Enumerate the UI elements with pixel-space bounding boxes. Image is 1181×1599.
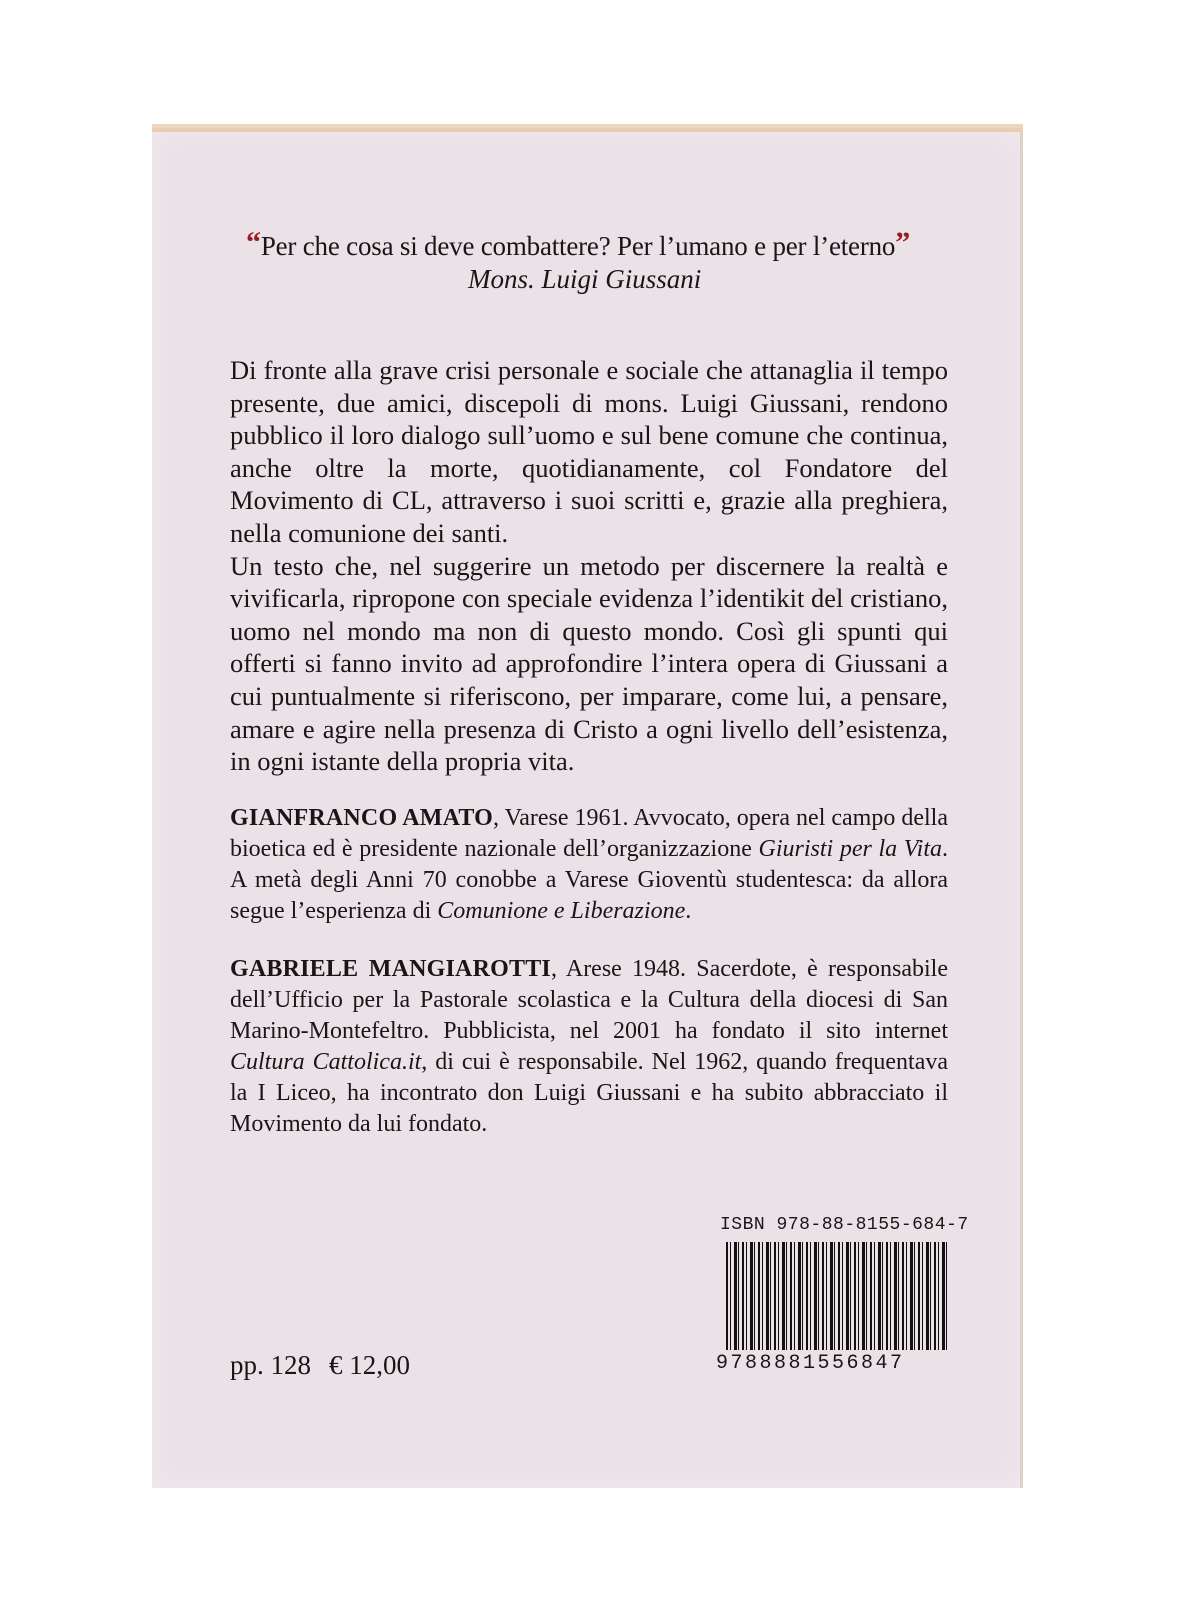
epigraph-text: Per che cosa si deve combattere? Per l’umano e per l’eterno <box>260 231 896 261</box>
description-paragraph-1: Di fronte alla grave crisi personale e sociale che attanaglia il tempo presente, due amici, discepoli di mons. Luigi Giussani, rendono pubblico il loro dialogo sull’uomo e sul bene comune che continua, anche oltre la morte, quotidianamente, col Fondatore del Movimento di CL, attraverso i suoi scritti e, grazie alla preghiera, nella comunione dei santi. <box>230 355 948 548</box>
isbn-label: ISBN 978-88-8155-684-7 <box>720 1215 969 1235</box>
description-paragraph-2: Un testo che, nel suggerire un metodo per discernere la realtà e vivificarla, ripropone con speciale evidenza l’identikit del cristiano, uomo nel mondo ma non di questo mondo. Così gli spunti qui offerti si fanno invito ad approfondire l’intera opera di Giussani a cui puntualmente si riferiscono, per imparare, come lui, a pensare, amare e agire nella presenza di Cristo a ogni livello dell’esistenza, in ogni istante della propria vita. <box>230 550 948 777</box>
price: € 12,00 <box>329 1350 410 1380</box>
close-quote-mark: ” <box>895 226 911 259</box>
open-quote-mark: “ <box>246 226 261 259</box>
price-line <box>230 1350 410 1381</box>
epigraph-line <box>246 226 966 262</box>
author-bio-italic: Giuristi per la Vita <box>758 836 942 862</box>
author-name: GIANFRANCO AMATO <box>230 805 493 831</box>
author-name: GABRIELE MANGIAROTTI <box>230 956 551 982</box>
page-count: pp. 128 <box>230 1350 311 1380</box>
barcode-digits: 9788881556847 <box>716 1352 905 1375</box>
author-bio-italic: Cultura Cattolica.it <box>230 1049 422 1075</box>
author-bio-text: , Varese 1961. Avvocato, opera nel campo della bioetica ed è presidente nazionale dell’organizzazione <box>230 805 948 862</box>
author-bio-amato <box>230 803 948 927</box>
book-description <box>230 354 948 778</box>
author-bio-text: , di cui è responsabile. Nel 1962, quando frequentava la I Liceo, ha incontrato don Luigi Giussani e ha subito abbracciato il Movimento da lui fondato. <box>230 1049 948 1137</box>
author-bio-mangiarotti <box>230 954 948 1140</box>
epigraph <box>246 226 966 262</box>
author-bio-text: . A metà degli Anni 70 conobbe a Varese Gioventù studentesca: da allora segue l’esperienza di <box>230 836 948 924</box>
author-bio-italic: Comunione e Liberazione <box>437 898 686 924</box>
author-bio-text: . <box>685 898 692 924</box>
barcode <box>726 1242 948 1350</box>
epigraph-author: Mons. Luigi Giussani <box>468 264 702 294</box>
author-bio-text: , Arese 1948. Sacerdote, è responsabile dell’Ufficio per la Pastorale scolastica e la Cultura della diocesi di San Marino-Montefeltro. Pubblicista, nel 2001 ha fondato il sito internet <box>230 956 948 1044</box>
